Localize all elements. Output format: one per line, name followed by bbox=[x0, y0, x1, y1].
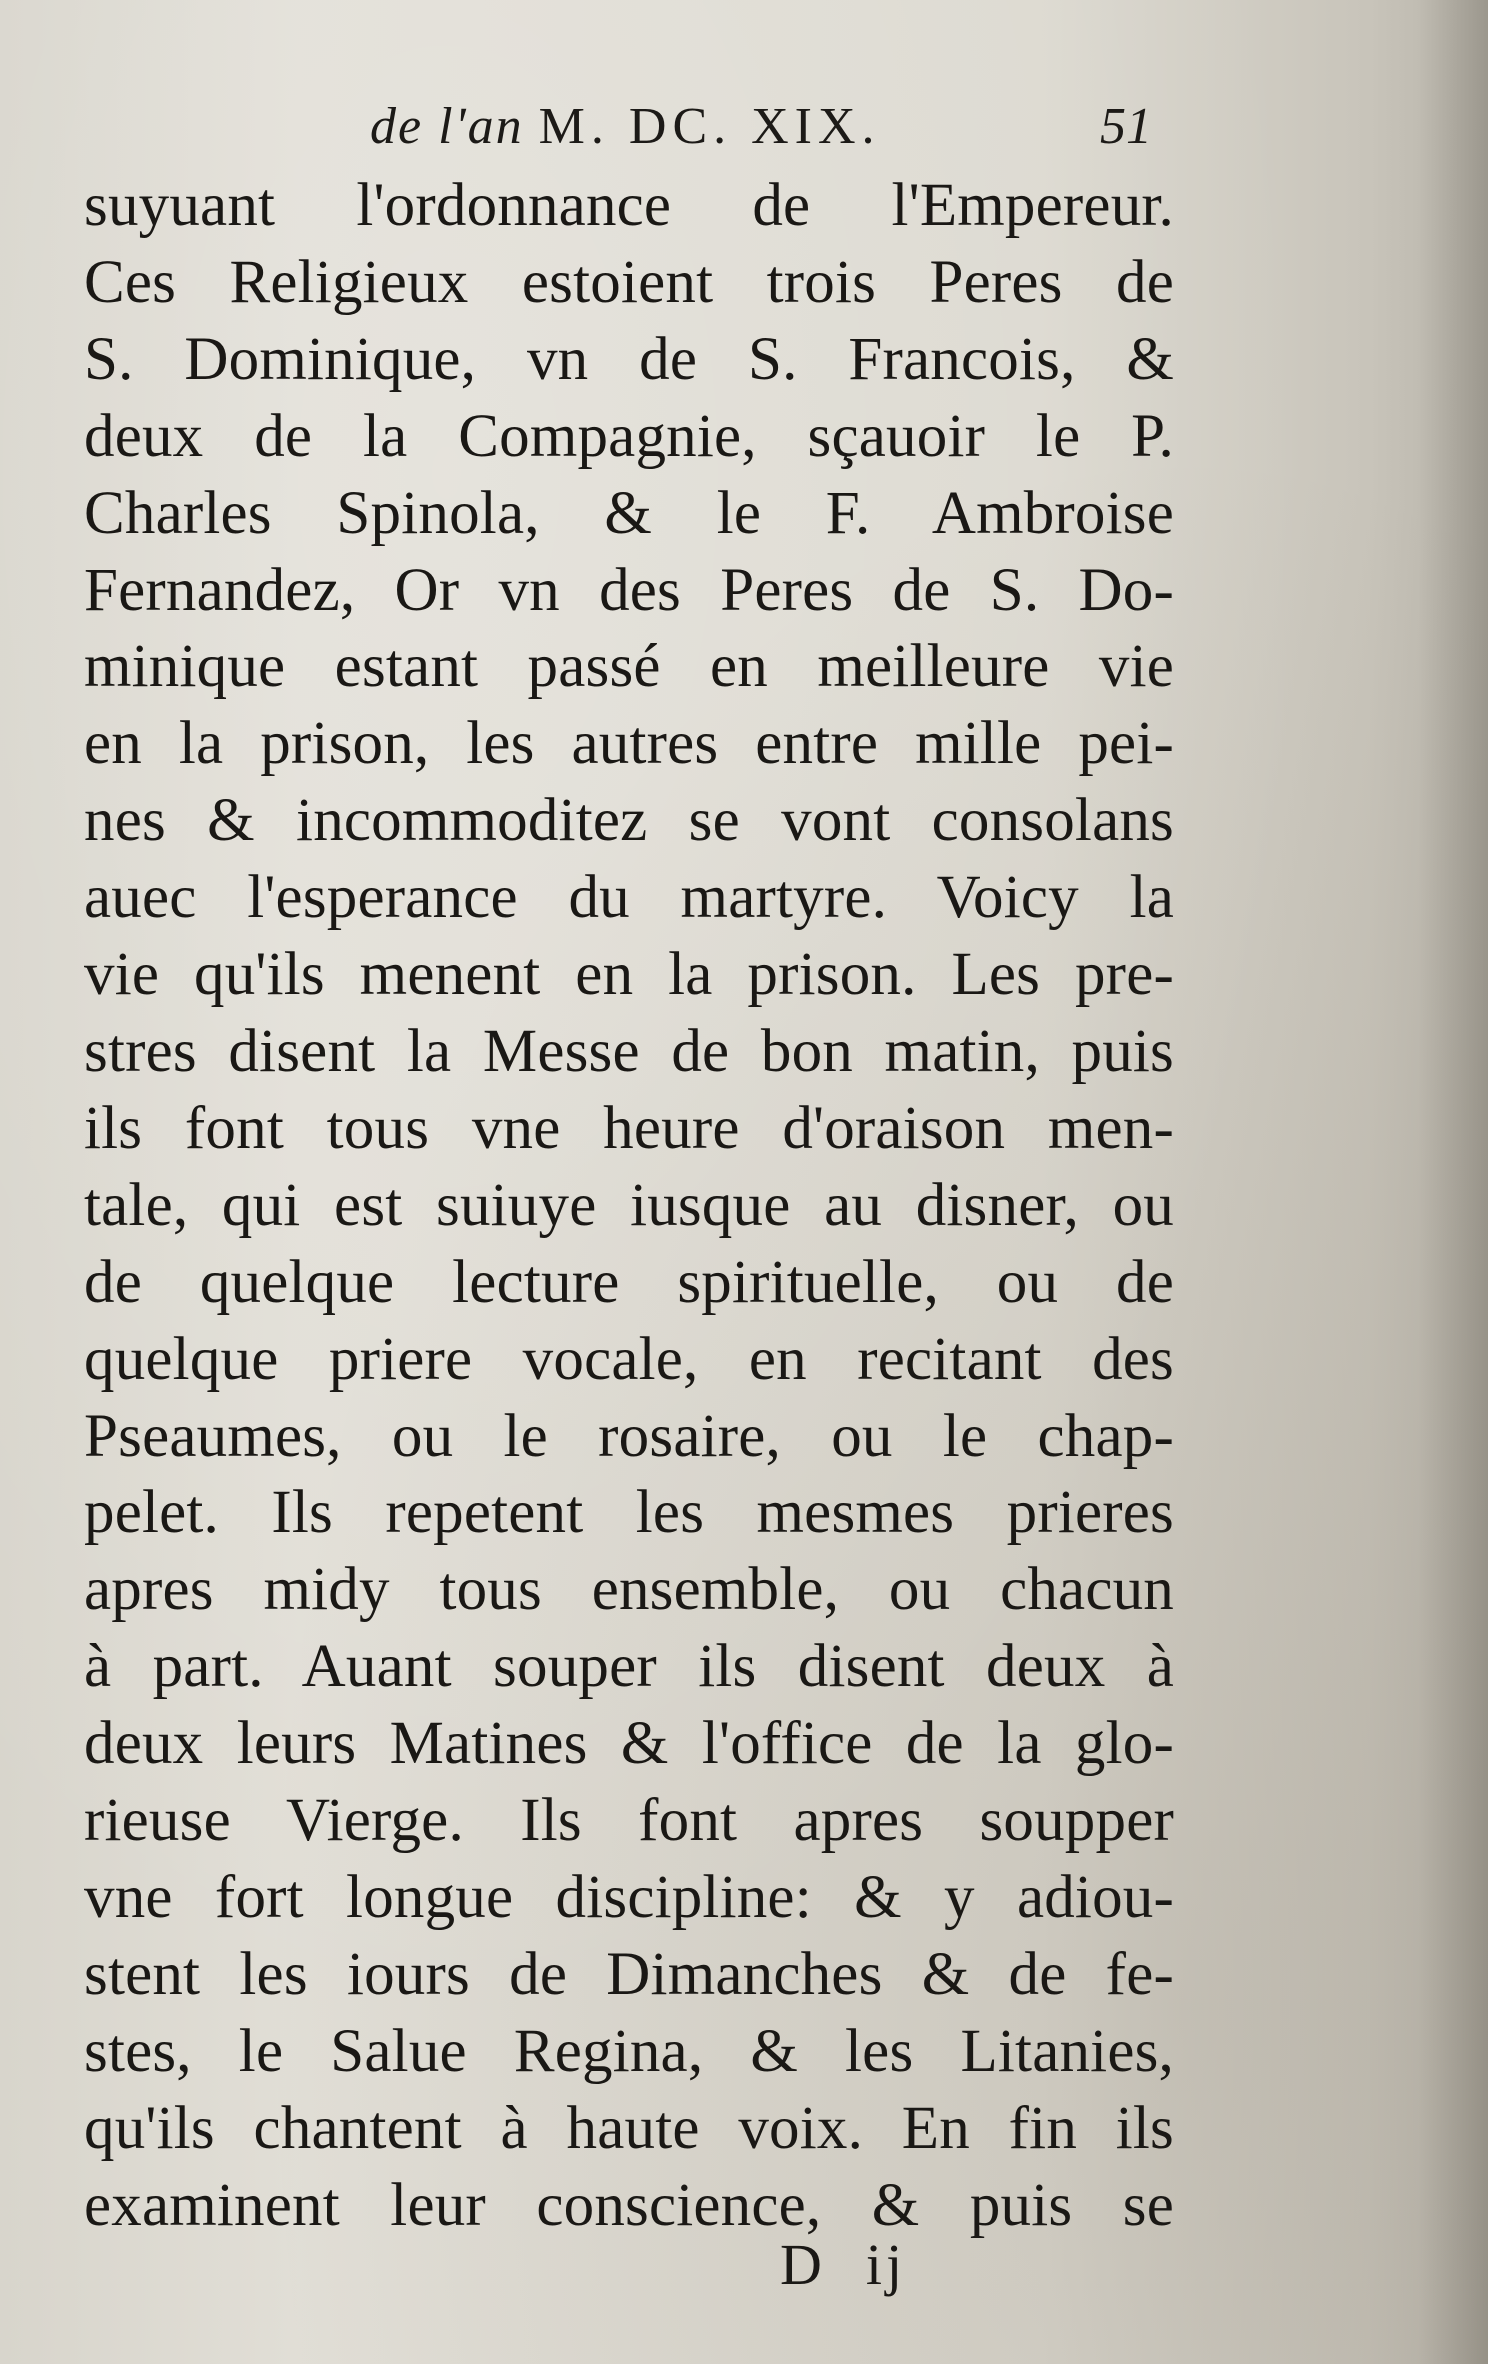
text-line: suyuant l'ordonnance de l'Empereur. bbox=[84, 172, 1174, 239]
text-line: tale, qui est suiuye iusque au disner, ou bbox=[84, 1171, 1174, 1239]
text-line: nes & incommoditez se vont consolans bbox=[84, 787, 1174, 855]
text-line: deux de la Compagnie, sçauoir le P. bbox=[84, 402, 1174, 470]
running-head bbox=[370, 92, 881, 162]
signature-letter: D bbox=[780, 2232, 826, 2297]
page-gutter-shadow bbox=[1418, 0, 1488, 2364]
text-line: de quelque lecture spirituelle, ou de bbox=[84, 1248, 1174, 1316]
text-line: apres midy tous ensemble, ou chacun bbox=[84, 1556, 1174, 1624]
body-text bbox=[84, 168, 1174, 2244]
text-line: deux leurs Matines & l'office de la glo- bbox=[84, 1710, 1174, 1778]
running-head-italic: de l'an bbox=[370, 98, 524, 155]
text-line: vne fort longue discipline: & y adiou- bbox=[84, 1863, 1174, 1931]
signature-mark bbox=[780, 2230, 906, 2300]
text-line: pelet. Ils repetent les mesmes prieres bbox=[84, 1479, 1174, 1547]
running-head-year: M. DC. XIX. bbox=[538, 98, 881, 155]
text-line: Pseaumes, ou le rosaire, ou le chap- bbox=[84, 1402, 1174, 1470]
text-line: stent les iours de Dimanches & de fe- bbox=[84, 1940, 1174, 2008]
text-line: Fernandez, Or vn des Peres de S. Do- bbox=[84, 556, 1174, 624]
text-line: à part. Auant souper ils disent deux à bbox=[84, 1633, 1174, 1701]
text-line: examinent leur conscience, & puis se bbox=[84, 2171, 1174, 2239]
text-line: stes, le Salue Regina, & les Litanies, bbox=[84, 2017, 1174, 2085]
text-line: auec l'esperance du martyre. Voicy la bbox=[84, 864, 1174, 932]
text-line: ils font tous vne heure d'oraison men- bbox=[84, 1094, 1174, 1162]
text-line: quelque priere vocale, en recitant des bbox=[84, 1325, 1174, 1393]
page-number: 51 bbox=[1100, 98, 1152, 155]
text-line: en la prison, les autres entre mille pei- bbox=[84, 710, 1174, 778]
signature-numeral: ij bbox=[865, 2232, 907, 2297]
text-line: Charles Spinola, & le F. Ambroise bbox=[84, 479, 1174, 547]
text-line: vie qu'ils menent en la prison. Les pre- bbox=[84, 941, 1174, 1009]
text-line: stres disent la Messe de bon matin, puis bbox=[84, 1017, 1174, 1085]
text-line: qu'ils chantent à haute voix. En fin ils bbox=[84, 2094, 1174, 2162]
page-header bbox=[370, 92, 1170, 172]
text-line: Ces Religieux estoient trois Peres de bbox=[84, 248, 1174, 316]
text-line: minique estant passé en meilleure vie bbox=[84, 633, 1174, 701]
text-line: S. Dominique, vn de S. Francois, & bbox=[84, 325, 1174, 393]
text-line: rieuse Vierge. Ils font apres soupper bbox=[84, 1787, 1174, 1855]
